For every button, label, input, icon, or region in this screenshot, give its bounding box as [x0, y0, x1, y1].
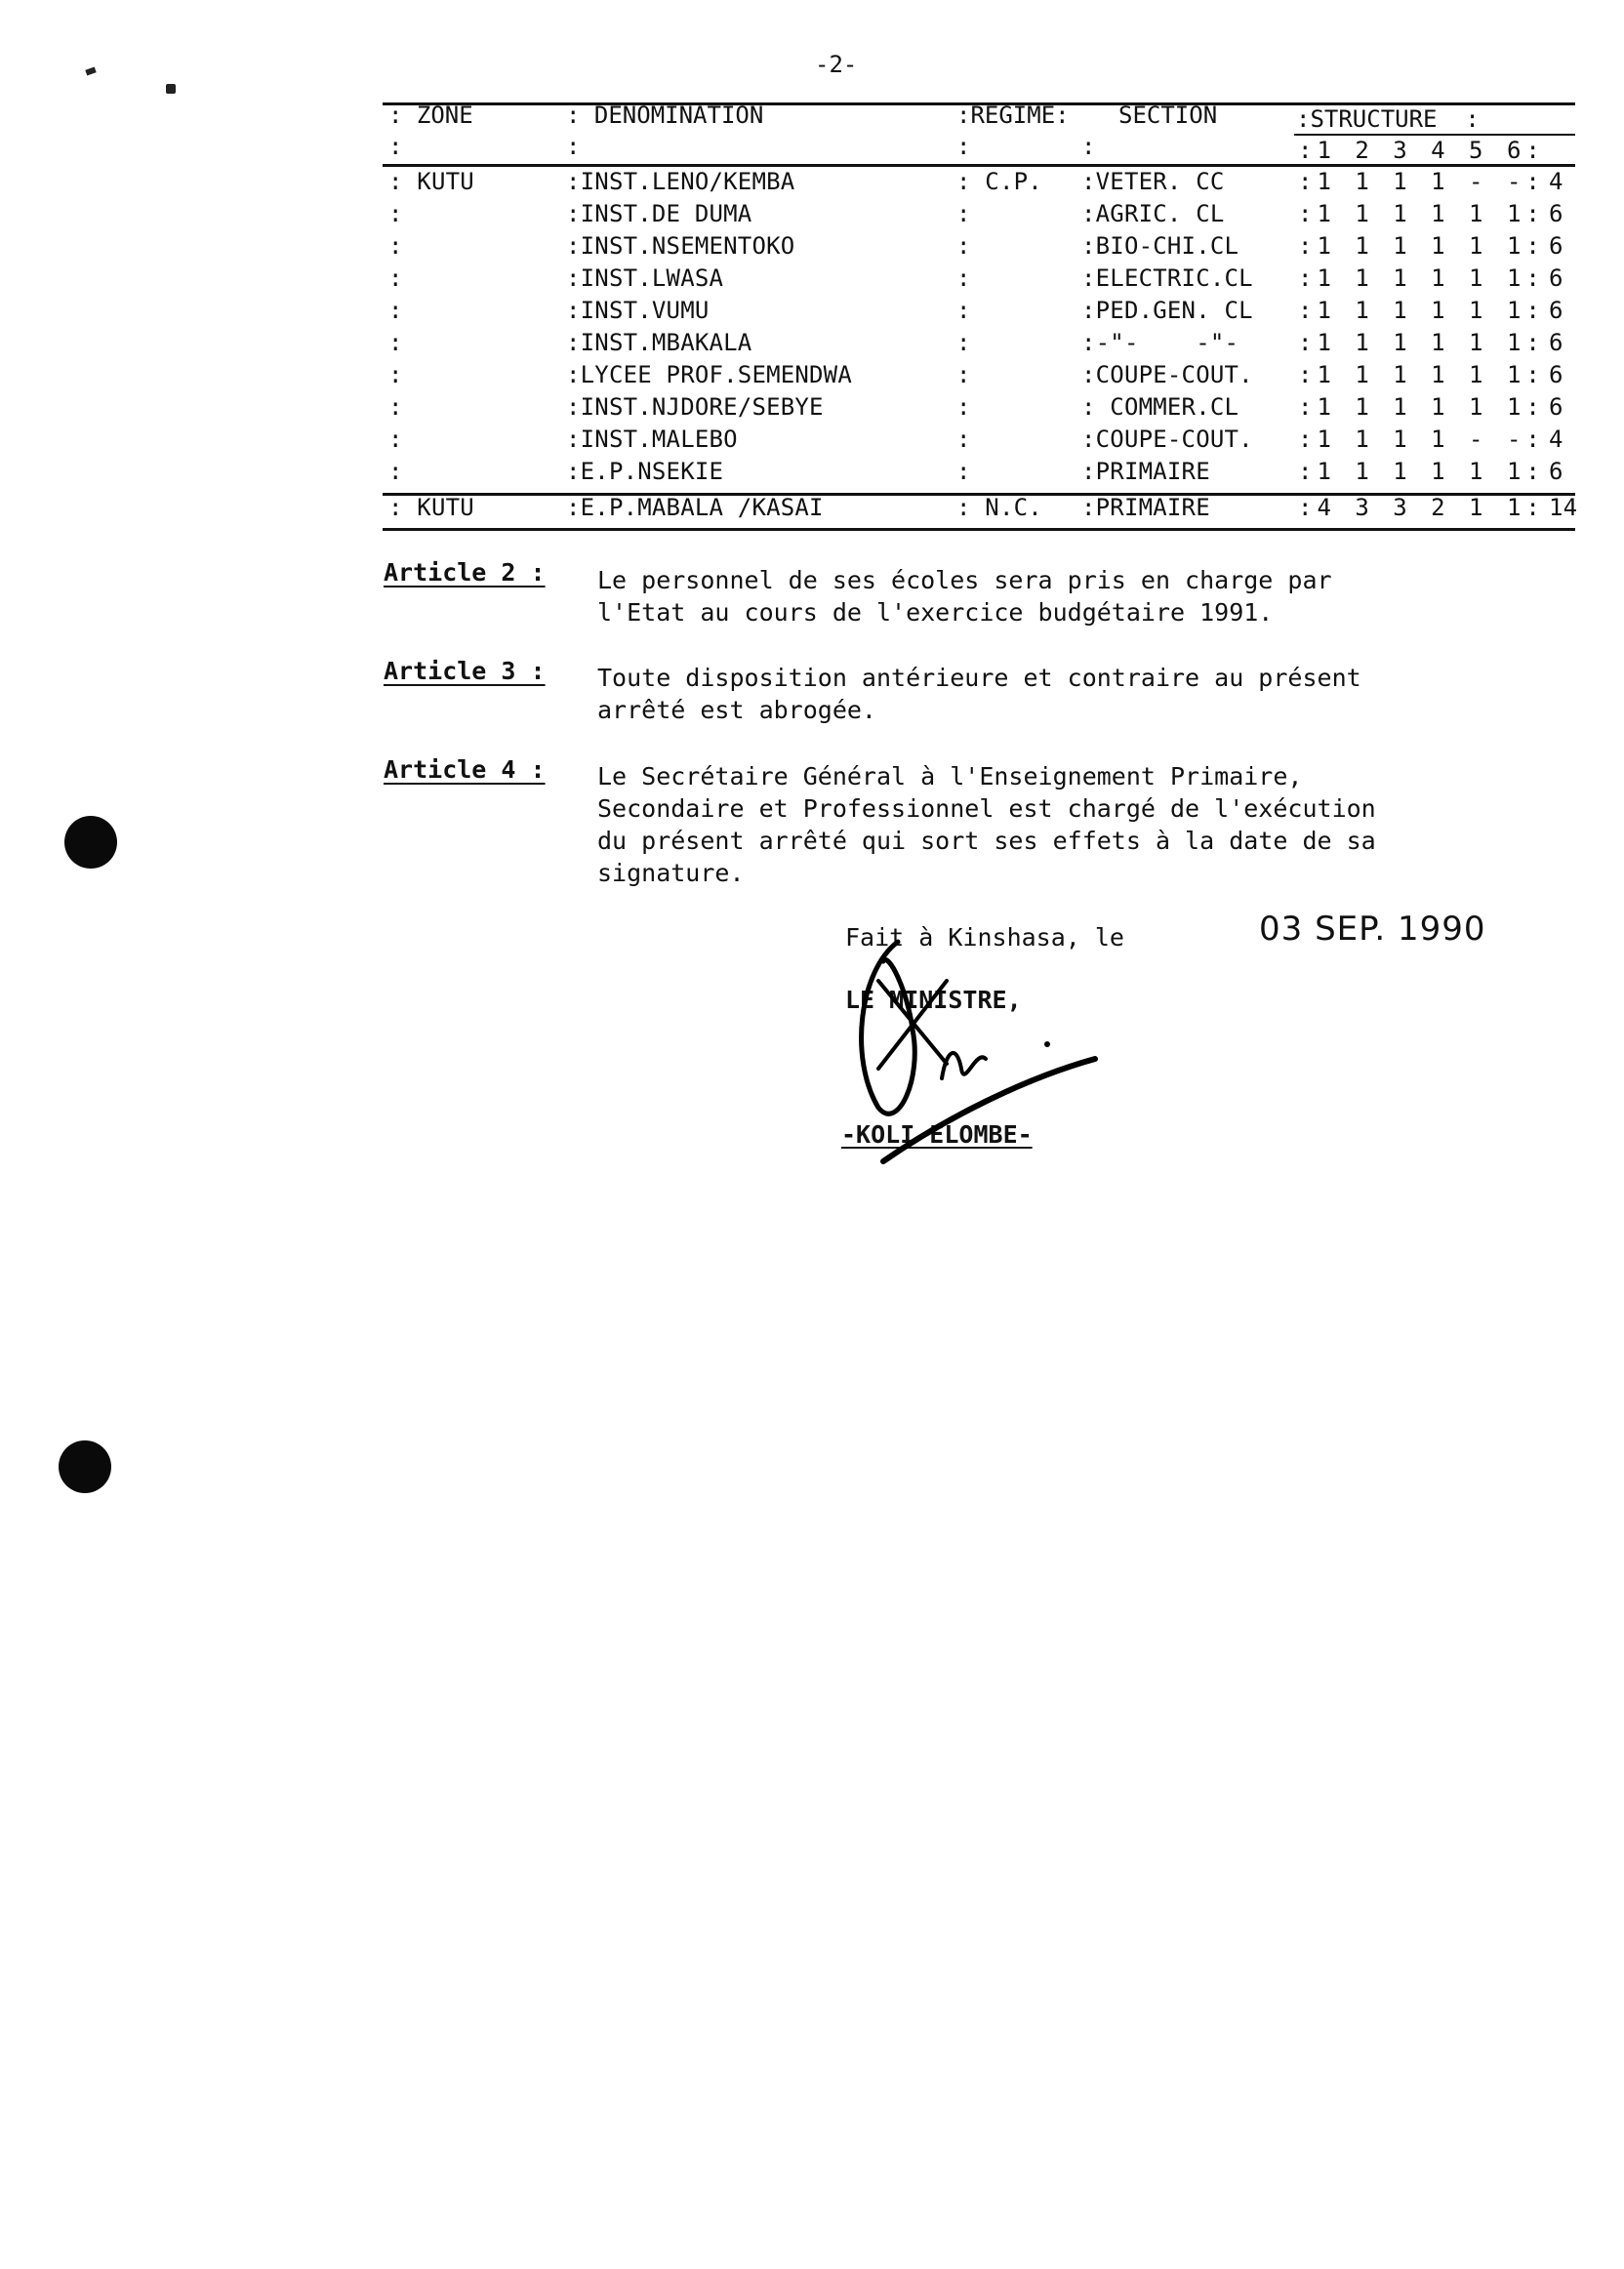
- cell-denomination: :INST.LENO/KEMBA: [566, 168, 795, 195]
- cell-total: 6: [1549, 393, 1563, 421]
- scan-mark: [166, 84, 176, 94]
- article-line: Secondaire et Professionnel est chargé de l'exécution: [597, 794, 1376, 823]
- punch-hole-bottom: [59, 1440, 111, 1493]
- cell-total: 6: [1549, 264, 1563, 292]
- table-bottom-rule: [383, 528, 1575, 531]
- scan-mark: [85, 66, 96, 75]
- cell-section: : COMMER.CL: [1081, 393, 1239, 421]
- cell-structure: :1 1 1 1 1 1:: [1298, 329, 1545, 356]
- header-structure-columns: :1 2 3 4 5 6:: [1298, 137, 1545, 164]
- header-separator: :: [956, 133, 971, 160]
- cell-structure: :1 1 1 1 1 1:: [1298, 458, 1545, 485]
- cell-section: :BIO-CHI.CL: [1081, 232, 1239, 260]
- header-section: SECTION: [1118, 101, 1218, 129]
- cell-section: :AGRIC. CL: [1081, 200, 1225, 227]
- article-label-text: Article 2 :: [384, 558, 546, 587]
- cell-structure: :1 1 1 1 1 1:: [1298, 200, 1545, 227]
- handwritten-signature: [839, 932, 1103, 1176]
- cell-total: 6: [1549, 200, 1563, 227]
- cell-section: :-"- -"-: [1081, 329, 1239, 356]
- cell-regime: : C.P.: [956, 168, 1042, 195]
- cell-zone: : KUTU: [388, 168, 474, 195]
- cell-structure: :4 3 3 2 1 1:: [1298, 494, 1545, 521]
- cell-structure: :1 1 1 1 1 1:: [1298, 232, 1545, 260]
- cell-structure: :1 1 1 1 - -:: [1298, 168, 1545, 195]
- cell-denomination: :LYCEE PROF.SEMENDWA: [566, 361, 852, 388]
- cell-denomination: :E.P.NSEKIE: [566, 458, 724, 485]
- cell-regime: :: [956, 393, 971, 421]
- header-separator: :: [388, 133, 403, 160]
- cell-zone: :: [388, 393, 403, 421]
- cell-zone: :: [388, 297, 403, 324]
- header-bottom-rule: [383, 164, 1575, 167]
- article-line: l'Etat au cours de l'exercice budgétaire 1991.: [597, 598, 1274, 627]
- cell-regime: :: [956, 232, 971, 260]
- cell-total: 4: [1549, 425, 1563, 453]
- cell-section: :ELECTRIC.CL: [1081, 264, 1253, 292]
- cell-regime: :: [956, 425, 971, 453]
- cell-zone: :: [388, 200, 403, 227]
- article-line: Le personnel de ses écoles sera pris en charge par: [597, 566, 1332, 594]
- article-label: [384, 755, 546, 784]
- cell-section: :PED.GEN. CL: [1081, 297, 1253, 324]
- cell-denomination: :INST.DE DUMA: [566, 200, 752, 227]
- cell-section: :PRIMAIRE: [1081, 458, 1210, 485]
- article-line: Toute disposition antérieure et contraire au présent: [597, 664, 1361, 692]
- structure-header-rule: [1294, 134, 1575, 136]
- cell-zone: :: [388, 329, 403, 356]
- cell-structure: :1 1 1 1 1 1:: [1298, 297, 1545, 324]
- cell-section: :PRIMAIRE: [1081, 494, 1210, 521]
- punch-hole-top: [64, 816, 117, 869]
- cell-zone: : KUTU: [388, 494, 474, 521]
- cell-total: 6: [1549, 458, 1563, 485]
- cell-section: :COUPE-COUT.: [1081, 361, 1253, 388]
- minister-name: -KOLI ELOMBE-: [841, 1120, 1033, 1149]
- place-date-line: Fait à Kinshasa, le: [845, 923, 1124, 952]
- cell-zone: :: [388, 232, 403, 260]
- cell-structure: :1 1 1 1 - -:: [1298, 425, 1545, 453]
- article-line: Le Secrétaire Général à l'Enseignement Primaire,: [597, 762, 1303, 790]
- article-label: [384, 558, 546, 587]
- cell-zone: :: [388, 458, 403, 485]
- cell-total: 14: [1549, 494, 1578, 521]
- cell-denomination: :INST.VUMU: [566, 297, 710, 324]
- cell-regime: :: [956, 297, 971, 324]
- article-line: arrêté est abrogée.: [597, 696, 876, 724]
- cell-regime: :: [956, 458, 971, 485]
- cell-structure: :1 1 1 1 1 1:: [1298, 361, 1545, 388]
- article-label-text: Article 3 :: [384, 657, 546, 685]
- cell-zone: :: [388, 361, 403, 388]
- cell-denomination: :INST.NSEMENTOKO: [566, 232, 795, 260]
- cell-zone: :: [388, 264, 403, 292]
- cell-zone: :: [388, 425, 403, 453]
- cell-denomination: :INST.MALEBO: [566, 425, 738, 453]
- cell-denomination: :E.P.MABALA /KASAI: [566, 494, 824, 521]
- cell-denomination: :INST.LWASA: [566, 264, 724, 292]
- cell-structure: :1 1 1 1 1 1:: [1298, 264, 1545, 292]
- article-line: signature.: [597, 859, 745, 887]
- header-separator: :: [566, 133, 581, 160]
- cell-regime: :: [956, 264, 971, 292]
- cell-total: 6: [1549, 297, 1563, 324]
- page-number: -2-: [815, 51, 858, 78]
- cell-denomination: :INST.MBAKALA: [566, 329, 752, 356]
- header-zone: : ZONE: [388, 101, 473, 129]
- cell-denomination: :INST.NJDORE/SEBYE: [566, 393, 824, 421]
- article-label-text: Article 4 :: [384, 755, 546, 784]
- cell-section: :VETER. CC: [1081, 168, 1225, 195]
- header-regime: :REGIME:: [956, 101, 1070, 129]
- date-stamp: 03 SEP. 1990: [1259, 910, 1486, 949]
- cell-regime: :: [956, 200, 971, 227]
- cell-structure: :1 1 1 1 1 1:: [1298, 393, 1545, 421]
- minister-title: LE MINISTRE,: [845, 986, 1022, 1014]
- article-line: du présent arrêté qui sort ses effets à la date de sa: [597, 827, 1376, 855]
- header-structure: :STRUCTURE :: [1296, 105, 1480, 133]
- cell-total: 6: [1549, 232, 1563, 260]
- cell-regime: : N.C.: [956, 494, 1042, 521]
- cell-total: 6: [1549, 329, 1563, 356]
- article-label: [384, 657, 546, 685]
- cell-regime: :: [956, 329, 971, 356]
- cell-total: 6: [1549, 361, 1563, 388]
- header-denomination: : DENOMINATION: [566, 101, 764, 129]
- cell-total: 4: [1549, 168, 1563, 195]
- cell-section: :COUPE-COUT.: [1081, 425, 1253, 453]
- cell-regime: :: [956, 361, 971, 388]
- header-separator: :: [1081, 133, 1096, 160]
